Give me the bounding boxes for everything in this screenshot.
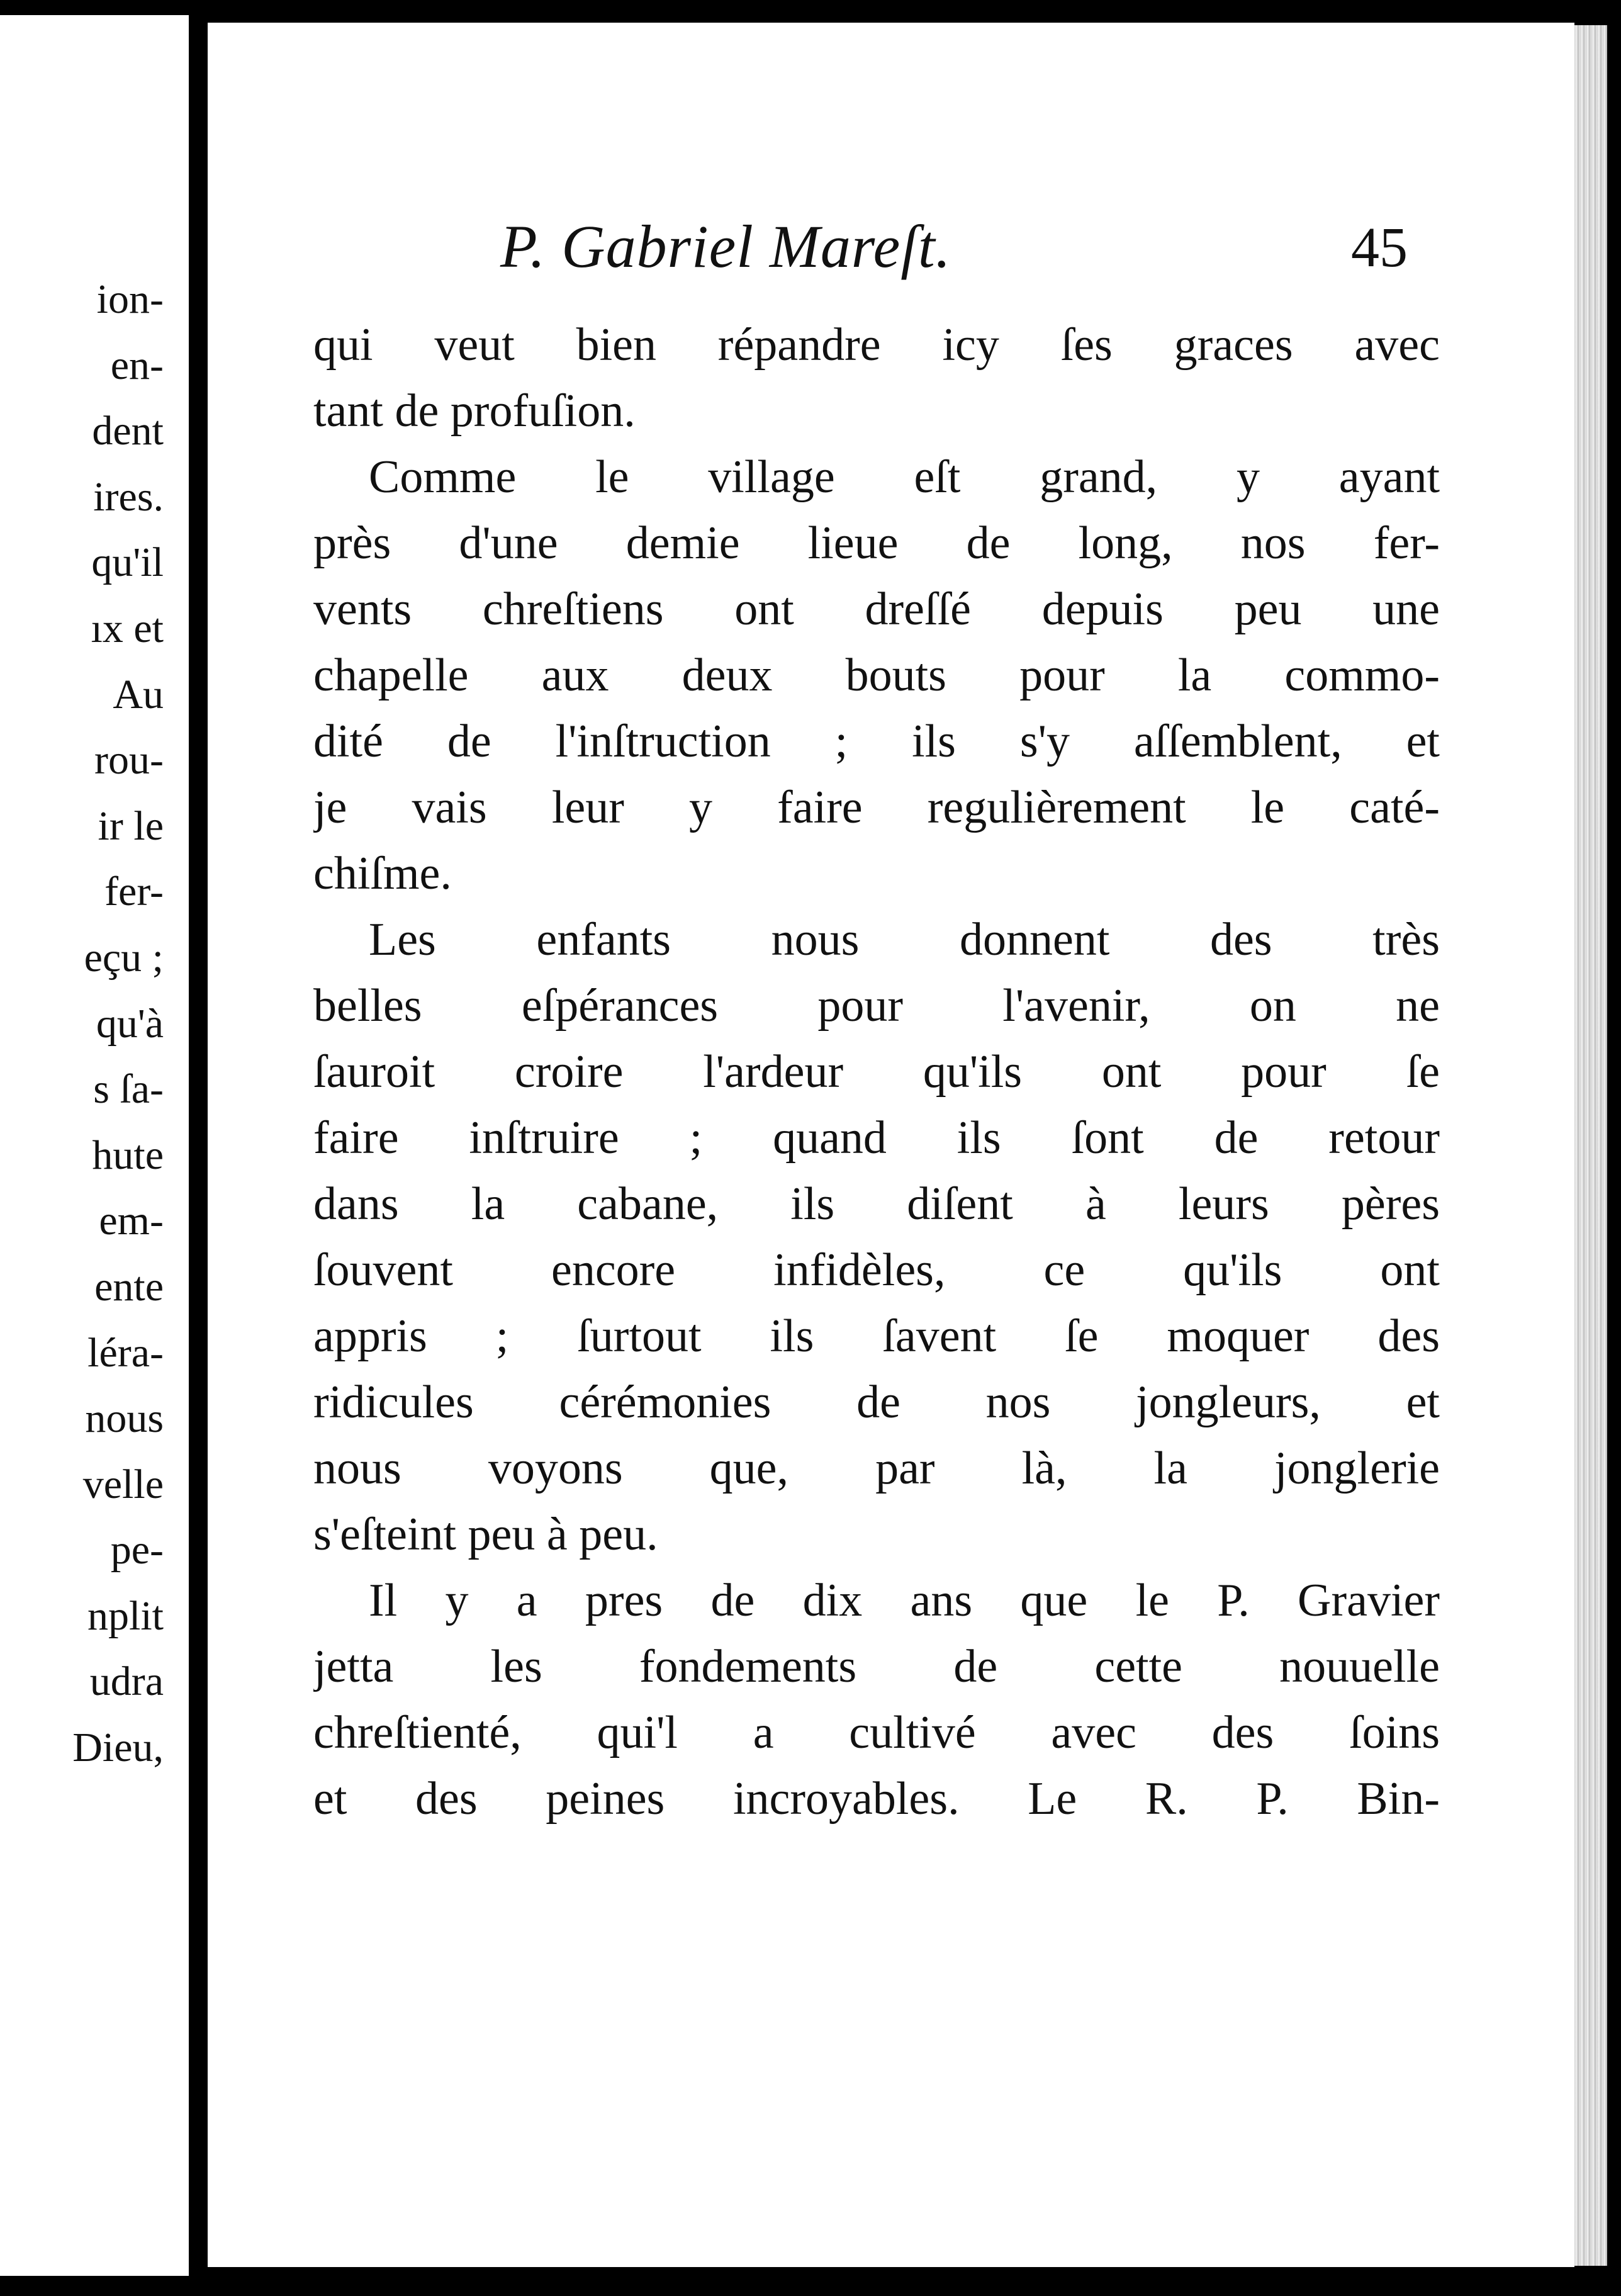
running-title: P. Gabriel Mareſt. [500, 213, 951, 280]
left-line: rou- [94, 737, 164, 784]
text-line: s'eſteint peu à peu. [313, 1509, 658, 1560]
left-line: nous [85, 1395, 164, 1442]
left-line: nplit [87, 1592, 164, 1639]
text-line: belles eſpérances pour l'avenir, on ne [313, 980, 1440, 1032]
left-line: s ſa- [93, 1066, 164, 1113]
left-line: qu'à [96, 1000, 164, 1047]
left-line: pe- [110, 1527, 164, 1573]
left-line: em- [99, 1198, 164, 1244]
left-line: qu'il [91, 539, 164, 586]
text-line: près d'une demie lieue de long, nos fer- [313, 517, 1440, 569]
left-line: en- [110, 342, 164, 388]
left-line: hute [92, 1132, 164, 1178]
text-line: ſouvent encore infidèles, ce qu'ils ont [313, 1244, 1440, 1296]
left-line: udra [89, 1658, 164, 1705]
text-line: chreſtienté, qui'l a cultivé avec des ſoins [313, 1707, 1440, 1759]
text-line: vents chreſtiens ont dreſſé depuis peu une [313, 583, 1440, 635]
left-page-text [72, 267, 164, 1781]
left-line: ente [94, 1263, 164, 1310]
text-line: Il y a pres de dix ans que le P. Gravier [369, 1575, 1440, 1626]
text-line: Les enfants nous donnent des très [369, 914, 1440, 965]
text-line: qui veut bien répandre icy ſes graces avec [313, 319, 1440, 371]
text-line: et des peines incroyables. Le R. P. Bin- [313, 1773, 1440, 1825]
text-line: je vais leur y faire regulièrement le caté- [313, 782, 1440, 833]
left-line: velle [82, 1461, 164, 1507]
text-line: nous voyons que, par là, la jonglerie [313, 1443, 1440, 1494]
body-text [313, 312, 1440, 1832]
text-line: ſauroit croire l'ardeur qu'ils ont pour ſe [313, 1046, 1440, 1098]
text-line: tant de profuſion. [313, 385, 636, 437]
book-gutter [189, 0, 208, 2296]
text-line: dans la cabane, ils diſent à leurs pères [313, 1178, 1440, 1230]
text-line: dité de l'inſtruction ; ils s'y aſſemblent, et [313, 716, 1440, 767]
left-facing-page [0, 15, 189, 2276]
right-page [208, 23, 1574, 2267]
left-line: Dieu, [72, 1725, 164, 1771]
page-stack-edge [1574, 25, 1607, 2266]
text-line: appris ; ſurtout ils ſavent ſe moquer des [313, 1310, 1440, 1362]
left-line: ıx et [91, 605, 164, 651]
text-line: chapelle aux deux bouts pour la commo- [313, 650, 1440, 701]
left-line: fer- [104, 869, 164, 915]
page-header [500, 211, 1444, 287]
scan-border [1607, 0, 1621, 2296]
left-line: ires. [93, 473, 164, 520]
text-line: Comme le village eſt grand, y ayant [369, 451, 1440, 503]
text-line: chiſme. [313, 848, 452, 899]
text-line: faire inſtruire ; quand ils ſont de retour [313, 1112, 1440, 1164]
left-line: ion- [96, 276, 164, 322]
left-line: eçu ; [84, 934, 164, 981]
text-line: ridicules cérémonies de nos jongleurs, et [313, 1376, 1440, 1428]
text-line: jetta les fondements de cette nouuelle [313, 1641, 1440, 1692]
left-line: ir le [98, 802, 164, 849]
left-line: léra- [87, 1329, 164, 1376]
page-number: 45 [1351, 217, 1408, 279]
left-line: dent [92, 408, 164, 454]
left-line: Au [113, 671, 164, 718]
